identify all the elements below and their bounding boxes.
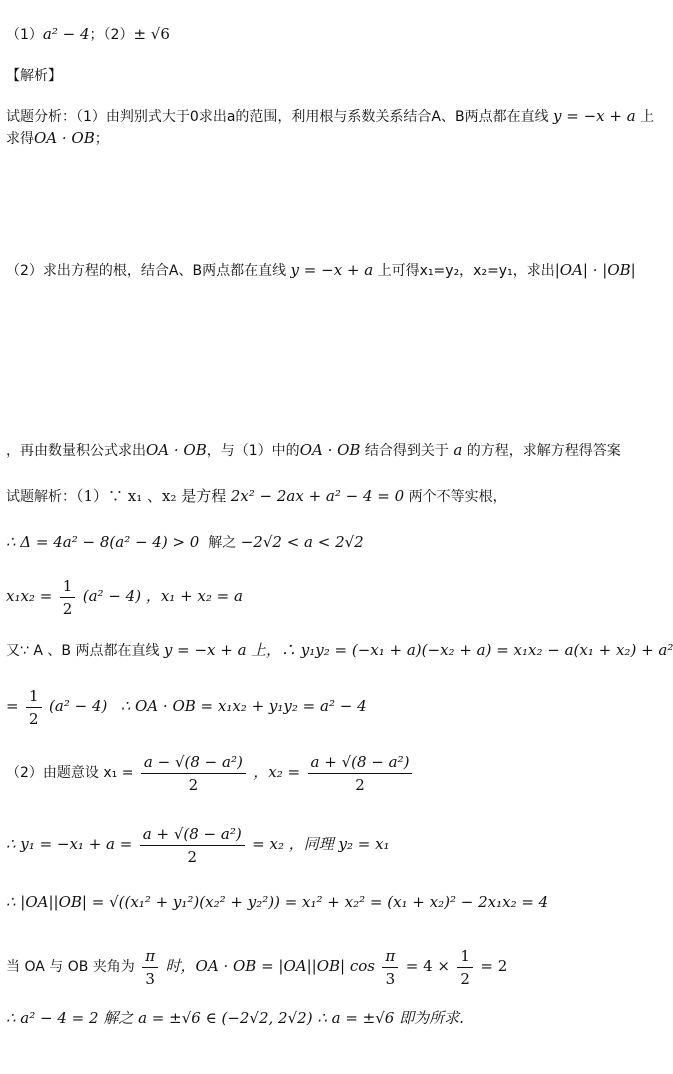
fraction-half xyxy=(26,685,42,730)
analysis-line-3 xyxy=(6,260,636,281)
analysis-text: （2）求出方程的根，结合A、B两点都在直线 xyxy=(6,263,287,279)
equals-sign: = xyxy=(6,697,19,715)
solution-text: ，x₂ = xyxy=(253,763,301,781)
solution-text: （2）由题意设 x₁ = xyxy=(6,765,134,781)
fraction-half xyxy=(457,945,473,990)
analysis-line-4 xyxy=(6,440,621,461)
frac-denominator: 2 xyxy=(188,775,199,794)
solution-line-8 xyxy=(6,892,548,913)
frac-denominator: 3 xyxy=(385,969,396,988)
frac-numerator: 1 xyxy=(457,945,473,968)
frac-numerator: a + √(8 − a²) xyxy=(140,823,245,846)
y-symmetry-expr: = x₂ ，同理 y₂ = x₁ xyxy=(252,835,390,853)
final-answer-expr: ∴ a² − 4 = 2 解之 a = ±√6 ∈ (−2√2, 2√2) ∴ a = ±√6 即为所求. xyxy=(6,1009,464,1027)
answer-part2-value: ± √6 xyxy=(133,25,170,43)
frac-numerator: 1 xyxy=(26,685,42,708)
quadratic-equation: 2x² − 2ax + a² − 4 = 0 xyxy=(230,487,405,505)
discriminant-expr: ∴ Δ = 4a² − 8(a² − 4) > 0 xyxy=(6,533,200,551)
frac-numerator: π xyxy=(142,945,158,968)
fraction-half xyxy=(60,575,76,620)
frac-numerator: a + √(8 − a²) xyxy=(308,751,413,774)
analysis-text: 上可得x₁=y₂，x₂=y₁，求出 xyxy=(377,263,555,279)
solution-line-3 xyxy=(6,574,243,620)
dot-product-cos-expr: 时，OA · OB = |OA||OB| cos xyxy=(165,957,375,975)
solution-line-4 xyxy=(6,640,673,661)
analysis-label: 试题分析： xyxy=(6,109,76,125)
analysis-text: ，与（1）中的 xyxy=(206,443,300,459)
frac-denominator: 2 xyxy=(355,775,365,794)
answer-part1-value: a² − 4 xyxy=(42,25,90,43)
solution-expr: = 4 × xyxy=(405,957,450,975)
solution-text: 又∵ A 、B 两点都在直线 xyxy=(6,643,160,659)
solution-text: 当 OA 与 OB 夹角为 xyxy=(6,959,135,975)
solution-expr: (a² − 4) xyxy=(49,697,108,715)
frac-denominator: 2 xyxy=(62,599,73,618)
y1-expr: ∴ y₁ = −x₁ + a = xyxy=(6,835,133,853)
analysis-text: 上 xyxy=(640,109,655,125)
fraction-pi-third xyxy=(382,945,398,990)
dot-product-result: ∴ OA · OB = x₁x₂ + y₁y₂ = a² − 4 xyxy=(120,697,367,715)
answer-line xyxy=(6,24,170,45)
frac-denominator: 3 xyxy=(145,969,155,988)
answer-part2-label: ；（2） xyxy=(89,27,134,43)
line-equation: y = −x + a xyxy=(290,261,374,279)
range-expr: −2√2 < a < 2√2 xyxy=(240,533,364,551)
section-title: 【解析】 xyxy=(6,68,62,84)
fraction-root-1 xyxy=(141,751,246,796)
solution-expr: = 2 xyxy=(480,957,508,975)
magnitude-product-expr: |OA| · |OB| xyxy=(554,261,636,279)
solution-line-6 xyxy=(6,750,415,796)
y-product-expr: 上，∴ y₁y₂ = (−x₁ + a)(−x₂ + a) = x₁x₂ − a(x₁ + x₂) + a² xyxy=(251,641,673,659)
analysis-text: （1）由判别式大于0求出a的范围，利用根与系数关系结合A、B两点都在直线 xyxy=(76,109,549,125)
solution-line-5 xyxy=(6,684,367,730)
solution-label: 试题解析： xyxy=(6,489,76,505)
analysis-text: 的方程，求解方程得答案 xyxy=(466,443,621,459)
line-equation: y = −x + a xyxy=(163,641,247,659)
analysis-text: ，再由数量积公式求出 xyxy=(6,443,146,459)
magnitude-expr: ∴ |OA||OB| = √((x₁² + y₁²)(x₂² + y₂²)) = x₁² + x₂² = (x₁ + x₂)² − 2x₁x₂ = 4 xyxy=(6,893,549,911)
analysis-line-1 xyxy=(6,106,654,127)
solution-line-1 xyxy=(6,486,507,507)
solution-text: 解之 xyxy=(208,535,237,551)
variable-a: a xyxy=(453,441,463,459)
solution-line-10 xyxy=(6,1008,464,1029)
fraction-pi-third xyxy=(142,945,158,990)
product-expr: x₁x₂ = xyxy=(6,587,53,605)
solution-text: 两个不等实根， xyxy=(408,489,507,505)
frac-denominator: 2 xyxy=(29,709,39,728)
analysis-text: 结合得到关于 xyxy=(364,443,449,459)
dot-product-expr: OA · OB xyxy=(299,441,361,459)
frac-denominator: 2 xyxy=(460,969,470,988)
frac-numerator: 1 xyxy=(60,575,76,598)
analysis-line-2 xyxy=(6,128,109,149)
solution-line-7 xyxy=(6,822,390,868)
dot-product-expr: OA · OB xyxy=(146,441,207,459)
analysis-text: ； xyxy=(94,131,109,147)
solution-text: （1）∵ x₁ 、x₂ 是方程 xyxy=(76,487,227,505)
frac-denominator: 2 xyxy=(187,847,198,866)
sum-expr: (a² − 4) ，x₁ + x₂ = a xyxy=(82,587,243,605)
fraction-root-2 xyxy=(308,751,413,796)
frac-numerator: a − √(8 − a²) xyxy=(141,751,246,774)
frac-numerator: π xyxy=(382,945,398,968)
dot-product-expr: OA · OB xyxy=(34,129,95,147)
answer-part1-label: （1） xyxy=(6,27,43,43)
analysis-text: 求得 xyxy=(6,131,34,147)
solution-line-9 xyxy=(6,944,507,990)
fraction-root-2 xyxy=(140,823,245,868)
line-equation: y = −x + a xyxy=(553,107,636,125)
solution-line-2 xyxy=(6,532,364,553)
